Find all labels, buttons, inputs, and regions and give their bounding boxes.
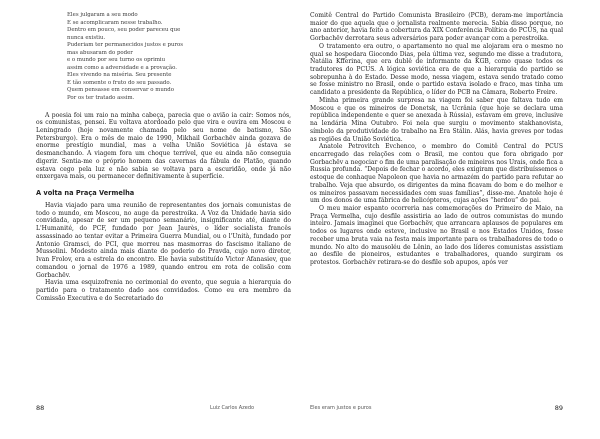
poem-line: Eles julgaram a seu modo (67, 12, 138, 18)
body-paragraph: O meu maior espanto ocorreria nas comemorações do Primeiro de Maio, na Praça Vermelha, cujo desfile assistiria ao lado de outros comunistas do mundo inteiro. Jamais imaginei que Gorbachëv, que arrancara aplausos de populares em todos os lugares onde esteve, inclusive no Brasil e nos Estados Unidos, fosse receber uma bruta vaia na festa mais importante para os trabalhadores de todo o mundo. No alto do mausoléu de Lênin, ao lado dos líderes comunistas assistiam ao desfile de pioneiros, estudantes e trabalhadores, quando surgiram os protestos. Gorbachëv retirara-se do desfile sob apupos, após ver (310, 204, 563, 266)
left-text-column (36, 12, 291, 302)
poem-line: E se acomplicaram nesse trabalho. (67, 19, 163, 26)
poem-line: Dentro em pouco, seu poder pareceu que (67, 27, 181, 34)
right-text-column (310, 12, 563, 267)
running-head: Eles eram justos e puros (310, 405, 372, 411)
poem-line: Quem pensasse em conservar o mundo (67, 87, 174, 94)
body-paragraph: A poesia foi um raio na minha cabeça, parecia que o avião ia cair: Somos nós, os comunistas, pensei. Eu voltava atordoado pelo que vira e ouvira em Moscou e Leningrado (hoje novamente chamada pelo seu nome de batismo, São Petersburgo). Era o mês de maio de 1990, Mikhail Gorbachëv ainda gozava de enorme prestígio mundial, mas a velha União Soviética já estava se desmanchando. A viagem fora um choque terrível, que eu ainda não conseguia digerir. Sentia-me o próprio homem das cavernas da fábula de Platão, quando estava cego pela luz e não sabia se voltava para a escuridão, onde já não enxergava mais, ou permanecer definitivamente à superfície. (36, 111, 291, 181)
page-number: 89 (554, 404, 563, 412)
body-paragraph: Anatole Petrovitch Evchenco, o membro do Comitê Central do PCUS encarregado das relações com o Brasil, me contou que fora obrigado por Gorbachëv a negociar o fim de uma paralisação de mineiros nos Urais, onde fica a Russia profunda. “Depois de fechar o acordo, eles exigiram que distribuíssemos o estoque de conhaque Napoleon que havia no armazém do partido para refutar ao trabalho. Veja que absurdo, os dirigentes da mina ficavam do bom e do melhor e os mineiros passavam necessidades com suas famílias”, disse-me. Anatole hoje é um dos donos de uma fábrica de helicópteros, cujas ações “herdou” do pai. (310, 143, 563, 205)
page-number: 88 (36, 404, 45, 412)
body-paragraph: Minha primeira grande surpresa na viagem foi saber que faltava tudo em Moscou e que os mineiros de Donetsk, na Ucrânia (que hoje se declara uma república independente e quer se anexada à Rússia), estavam em greve, inclusive na lendária Mina Outubro. Foi nela que surgiu o movimento stakhanovista, símbolo da produtividade do trabalho na Era Stálin. Alás, havia greves por todas as regiões da União Soviética. (310, 96, 563, 143)
poem-line: E tão somente o fruto do seu passado. (67, 79, 172, 86)
poem-line: Por os ter tratado assim. (67, 95, 135, 102)
poem-line: assim como a adversidade e a provação. (67, 64, 178, 71)
left-page (0, 0, 291, 439)
poem-line: Puderiam ter permanecidos justos e puros (67, 42, 184, 49)
body-paragraph: O tratamento era outro, o apartamento no qual me alojaram era o mesmo no qual se hospedara Giocondo Dias, pela última vez, segundo me disse a tradutora, Natália Kfferina, que era dublê de informante da KGB, como quase todos os tradutores do PCUS. A lógica soviética era de que a hierarquia do partido se sobrepunha à do Estado. Desse modo, nessa viagem, estava sendo tratado como se fosse ministro no Brasil, onde o partido estava isolado e fraco, mas tinha um candidato a presidente da República, o líder do PCB na Câmara, Roberto Freire. (310, 42, 563, 97)
poem-excerpt (67, 12, 291, 103)
body-paragraph: Comitê Central do Partido Comunista Brasileiro (PCB), deram-me importância maior do que aquela que o jornalista realmente merecia. Sabia disso porque, no ano anterior, havia feito a cobertura da XIX Conferência Política do PCUS, na qual Gorbachëv derrotara seus adversários para poder avançar com a perestroika. (310, 12, 563, 43)
poem-line: e o mundo por seu turno os oprimiu (67, 57, 166, 64)
running-head: Luiz Carlos Azedo (210, 405, 255, 411)
right-page (300, 0, 591, 439)
body-paragraph: Havia uma esquizofrenia no cerimonial do evento, que seguia a hierarquia do partido para o tratamento dado aos convidados. Como eu era membro da Comissão Executiva e do Secretariado do (36, 279, 291, 302)
poem-line: Eles vivendo na miséria. Seu presente (67, 72, 172, 79)
poem-line: mas abusaram do poder (67, 49, 133, 56)
poem-line: nunca existiu. (67, 34, 106, 41)
body-paragraph: Havia viajado para uma reunião de representantes dos jornais comunistas de todo o mundo, em Moscou, no auge da perestroika. A Voz da Unidade havia sido convidada, apesar de ser um pequeno semanário, insignificante até, diante do L'Humanité, do PCF, fundado por Jean Jaurès, o líder socialista francês assassinado ao tentar evitar a Primeira Guerra Mundial, ou o l'Unità, fundado por Antonio Gramsci, do PCI, que morreu nas masmorras do fascismo italiano de Mussolini. Modesto ainda mais diante do poderio do Pravda, cujo novo diretor, Ivan Frolov, era a estrela do encontro. Ele havia substituído Victor Afanasiev, que comandou o jornal de 1976 a 1989, quando entrou em rota de colisão com Gorbachëv. (36, 202, 291, 279)
section-heading: A volta na Praça Vermelha (36, 189, 135, 198)
